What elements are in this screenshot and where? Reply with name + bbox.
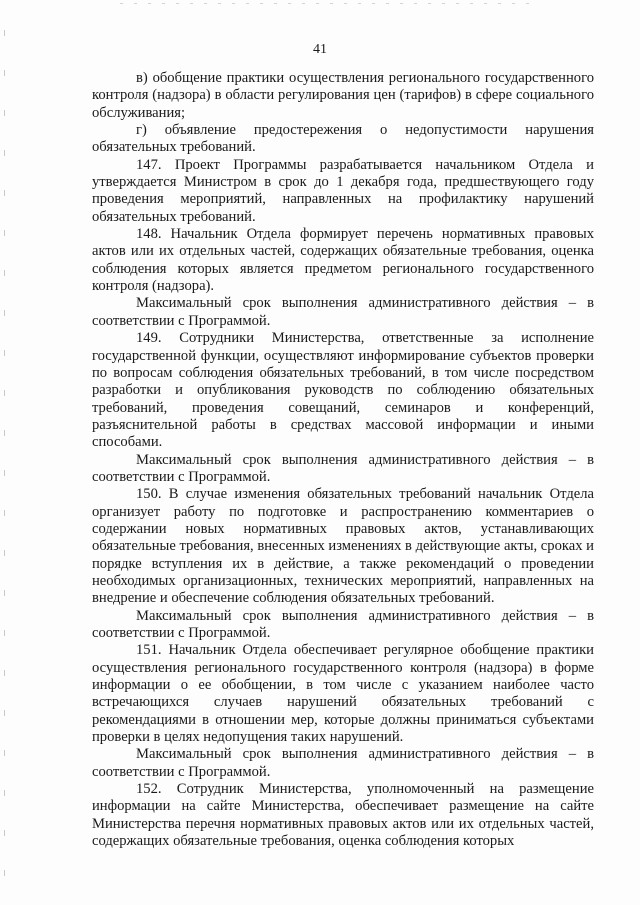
paragraph-deadline: Максимальный срок выполнения административного действия – в соответствии с Программой. bbox=[92, 607, 594, 641]
paragraph-item-v: в) обобщение практики осуществления регионального государственного контроля (надзора) в области регулирования цен (тарифов) в сфере социального обслуживания; bbox=[92, 70, 594, 121]
paragraph-149: 149. Сотрудники Министерства, ответственные за исполнение государственной функции, осуществляют информирование субъектов проверки по вопросам соблюдения обязательных требований, в том числе посредством разработки и опубликования руководств по соблюдению обязательных требований, проведения совещаний, семинаров и конференций, разъяснительной работы в средствах массовой информации и иными способами. bbox=[92, 330, 594, 451]
paragraph-deadline: Максимальный срок выполнения административного действия – в соответствии с Программой. bbox=[92, 295, 594, 329]
paragraph-150: 150. В случае изменения обязательных требований начальник Отдела организует работу по подготовке и распространению комментариев о содержании новых нормативных правовых актов, устанавливающих обязательные требования, внесенных изменениях в действующие акты, сроках и порядке вступления их в действие, а также рекомендаций о проведении необходимых организационных, технических мероприятий, направленных на внедрение и обеспечение соблюдения обязательных требований. bbox=[92, 486, 594, 607]
paragraph-deadline: Максимальный срок выполнения административного действия – в соответствии с Программой. bbox=[92, 746, 594, 780]
paragraph-152: 152. Сотрудник Министерства, уполномоченный на размещение информации на сайте Министерства, обеспечивает размещение на сайте Министерства перечня нормативных правовых актов или их отдельных частей, содержащих обязательные требования, оценка соблюдения которых bbox=[92, 781, 594, 850]
paragraph-147: 147. Проект Программы разрабатывается начальником Отдела и утверждается Министром в срок до 1 декабря года, предшествующего году проведения мероприятий, направленных на профилактику нарушений обязательных требований. bbox=[92, 156, 594, 225]
scan-artifact-top bbox=[120, 3, 540, 4]
document-body bbox=[92, 70, 594, 850]
paragraph-deadline: Максимальный срок выполнения административного действия – в соответствии с Программой. bbox=[92, 451, 594, 485]
paragraph-151: 151. Начальник Отдела обеспечивает регулярное обобщение практики осуществления регионального государственного контроля (надзора) в форме информации о ее обобщении, в том числе с указанием наиболее часто встречающихся случаев нарушений обязательных требований с рекомендациями в отношении мер, которые должны приниматься субъектами проверки в целях недопущения таких нарушений. bbox=[92, 642, 594, 746]
paragraph-148: 148. Начальник Отдела формирует перечень нормативных правовых актов или их отдельных частей, содержащих обязательные требования, оценка соблюдения которых является предметом регионального государственного контроля (надзора). bbox=[92, 226, 594, 295]
scan-artifact-left bbox=[4, 30, 5, 890]
page-number: 41 bbox=[313, 42, 327, 57]
paragraph-item-g: г) объявление предостережения о недопустимости нарушения обязательных требований. bbox=[92, 122, 594, 156]
